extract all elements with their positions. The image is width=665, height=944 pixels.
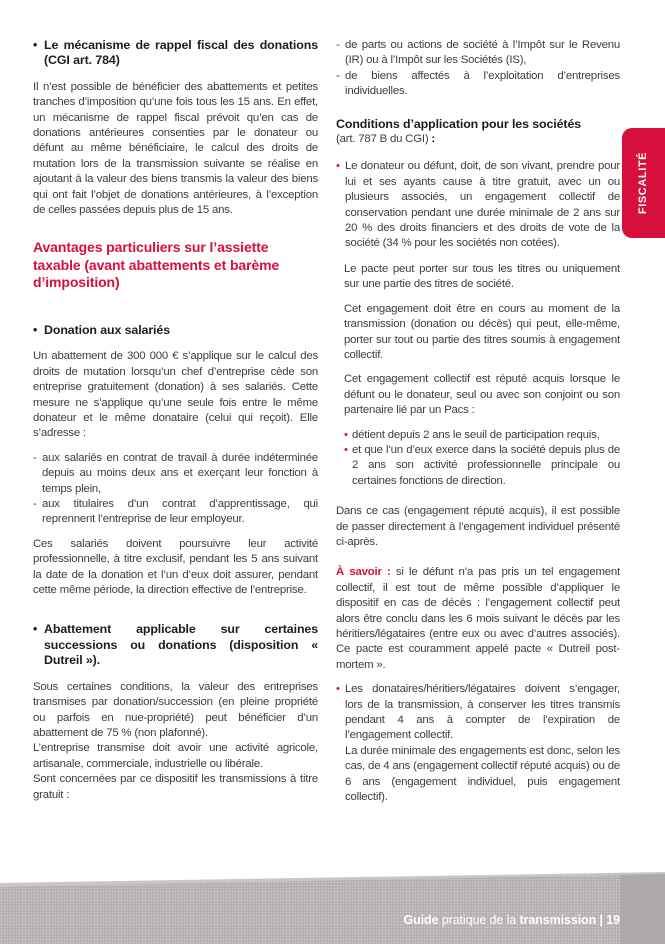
paragraph-activite-entreprise: L’entreprise transmise doit avoir une activité agricole, artisanale, commerciale, industrielle ou libérale.: [33, 742, 318, 770]
heading-main: Conditions d’application pour les sociétés: [336, 116, 582, 131]
paragraph-a-savoir: [336, 565, 620, 673]
bullet-engagement-4ans: • Les donataires/héritiers/légataires doivent s’engager, lors de la transmission, à conserver les titres transmis pendant 4 ans à compter de l’expiration de l’engagement collectif.: [345, 683, 620, 742]
paragraph-abattement-300000: Un abattement de 300 000 € s’applique sur le calcul des droits de mutation lorsqu’un chef d’entreprise cède son entreprise gratuitement (donation) à ses salariés. Cette mesure ne s’applique qu’une seule fois entre le même donateur et le même donataire (celui qui reçoit). Elle s’adresse :: [33, 350, 318, 440]
left-column: [33, 38, 318, 815]
footer-guide: Guide: [403, 913, 439, 927]
a-savoir-text: si le défunt n’a pas pris un tel engagement collectif, il est tout de même possible d’appliquer le dispositif en cas de décès : l’engagement collectif peut alors être conclu dans les 6 mois suivant le décès par les héritiers/légataires (entre eux ou avec d’autres associés). Ce pacte est couramment appelé pacte « Dutreil post-mortem ».: [336, 566, 620, 671]
paragraph-rappel-fiscal: Il n’est possible de bénéficier des abattements et petites tranches d’imposition qu’une fois tous les 15 ans. En effet, un mécanisme de rappel fiscal prévoit qu’en cas de donations antérieures consenties par le donateur ou défunt au même bénéficiaire, le calcul des droits de mutation lors de la transmission suivante se réalise en ajoutant à la valeur des biens transmis la valeur des biens qui ont fait l’objet de donations antérieures, à l’exception de celles passées depuis plus de 15 ans.: [33, 80, 318, 217]
list-biens-concernes: [336, 38, 620, 100]
paragraph-transmissions-gratuit: Sont concernées par ce dispositif les transmissions à titre gratuit :: [33, 773, 318, 801]
paragraph-repute-acquis: Cet engagement collectif est réputé acquis lorsque le défunt ou le donateur, seul ou avec son conjoint ou son partenaire lié par un Pacs :: [344, 373, 620, 417]
footer-page-number: | 19: [596, 913, 620, 927]
footer-right-strip: [620, 872, 665, 944]
a-savoir-label: À savoir :: [336, 566, 391, 579]
page-footer: [0, 872, 665, 944]
footer-pratique: pratique de la: [438, 913, 520, 927]
list-item: [336, 682, 620, 805]
list-item: - de parts ou actions de société à l’Impôt sur le Revenu (IR) ou à l’Impôt sur les Sociétés (IS),: [336, 38, 620, 69]
fiscalite-tab-label: FISCALITÉ: [637, 151, 650, 215]
heading-abattement-dutreil: • Abattement applicable sur certaines successions ou donations (disposition « Dutreil »).: [33, 622, 318, 668]
list-item: • et que l’un d’eux exerce dans la société depuis plus de 2 ans son activité professionnelle principale ou certaines fonctions de direction.: [344, 443, 620, 489]
paragraph-pacte-titres: Le pacte peut porter sur tous les titres ou uniquement sur une partie des titres de société.: [344, 262, 620, 291]
fiscalite-section-tab: [622, 128, 665, 238]
list-salaries-eligibles: [33, 451, 318, 528]
list-item: - aux salariés en contrat de travail à durée indéterminée depuis au moins deux ans et exerçant leur fonction à temps plein,: [33, 451, 318, 497]
paragraph-poursuite-activite: Ces salariés doivent poursuivre leur activité professionnelle, à titre exclusif, pendant les 5 ans suivant la date de la donation et l’un d’eux doit assurer, pendant cette même période, la direction effective de l’entreprise.: [33, 537, 318, 597]
heading-conditions-societes: [336, 117, 620, 148]
heading-rappel-fiscal: • Le mécanisme de rappel fiscal des donations (CGI art. 784): [33, 38, 318, 69]
paragraph-conditions-75: Sous certaines conditions, la valeur des entreprises transmises par donation/succession (en pleine propriété ou parfois en nue-propriété) peut bénéficier d’un abattement de 75 % (non plafonné).: [33, 680, 318, 739]
heading-article-ref: (art. 787 B du CGI) :: [336, 133, 435, 146]
list-engagement-collectif: [336, 159, 620, 251]
list-engagement-donataires: [336, 682, 620, 805]
list-conditions-repute-acquis: [344, 428, 620, 490]
list-item: - aux titulaires d’un contrat d’apprentissage, qui reprennent l’entreprise de leur employeur.: [33, 497, 318, 528]
right-column: [336, 38, 620, 815]
engagement-details: [344, 262, 620, 489]
heading-avantages-particuliers: Avantages particuliers sur l’assiette taxable (avant abattements et barème d’imposition): [33, 239, 280, 291]
paragraph-dans-ce-cas: Dans ce cas (engagement réputé acquis), il est possible de passer directement à l’engagement individuel présenté ci-après.: [336, 505, 620, 548]
bullet-duree-minimale: La durée minimale des engagements est donc, selon les cas, de 4 ans (engagement collectif réputé acquis) ou de 6 ans (engagement individuel, puis engagement collectif).: [345, 744, 621, 804]
paragraph-engagement-en-cours: Cet engagement doit être en cours au moment de la transmission (donation ou décès) qui peut, elle-même, porter sur tout ou partie des titres soumis à engagement collectif.: [344, 302, 620, 361]
list-item: • Le donateur ou défunt, doit, de son vivant, prendre pour lui et ses ayants cause à titre gratuit, avec un ou plusieurs associés, un engagement collectif de conservation pendant une durée minimale de 2 ans sur 20 % des droits financiers et des droits de vote de la société (34 % pour les sociétés non cotées).: [336, 159, 620, 251]
heading-donation-salaries: • Donation aux salariés: [33, 323, 318, 338]
footer-title-and-page-number: [404, 913, 621, 927]
list-item: • détient depuis 2 ans le seuil de participation requis,: [344, 428, 620, 443]
footer-transmission: transmission: [519, 913, 597, 927]
list-item: - de biens affectés à l’exploitation d’entreprises individuelles.: [336, 69, 620, 100]
